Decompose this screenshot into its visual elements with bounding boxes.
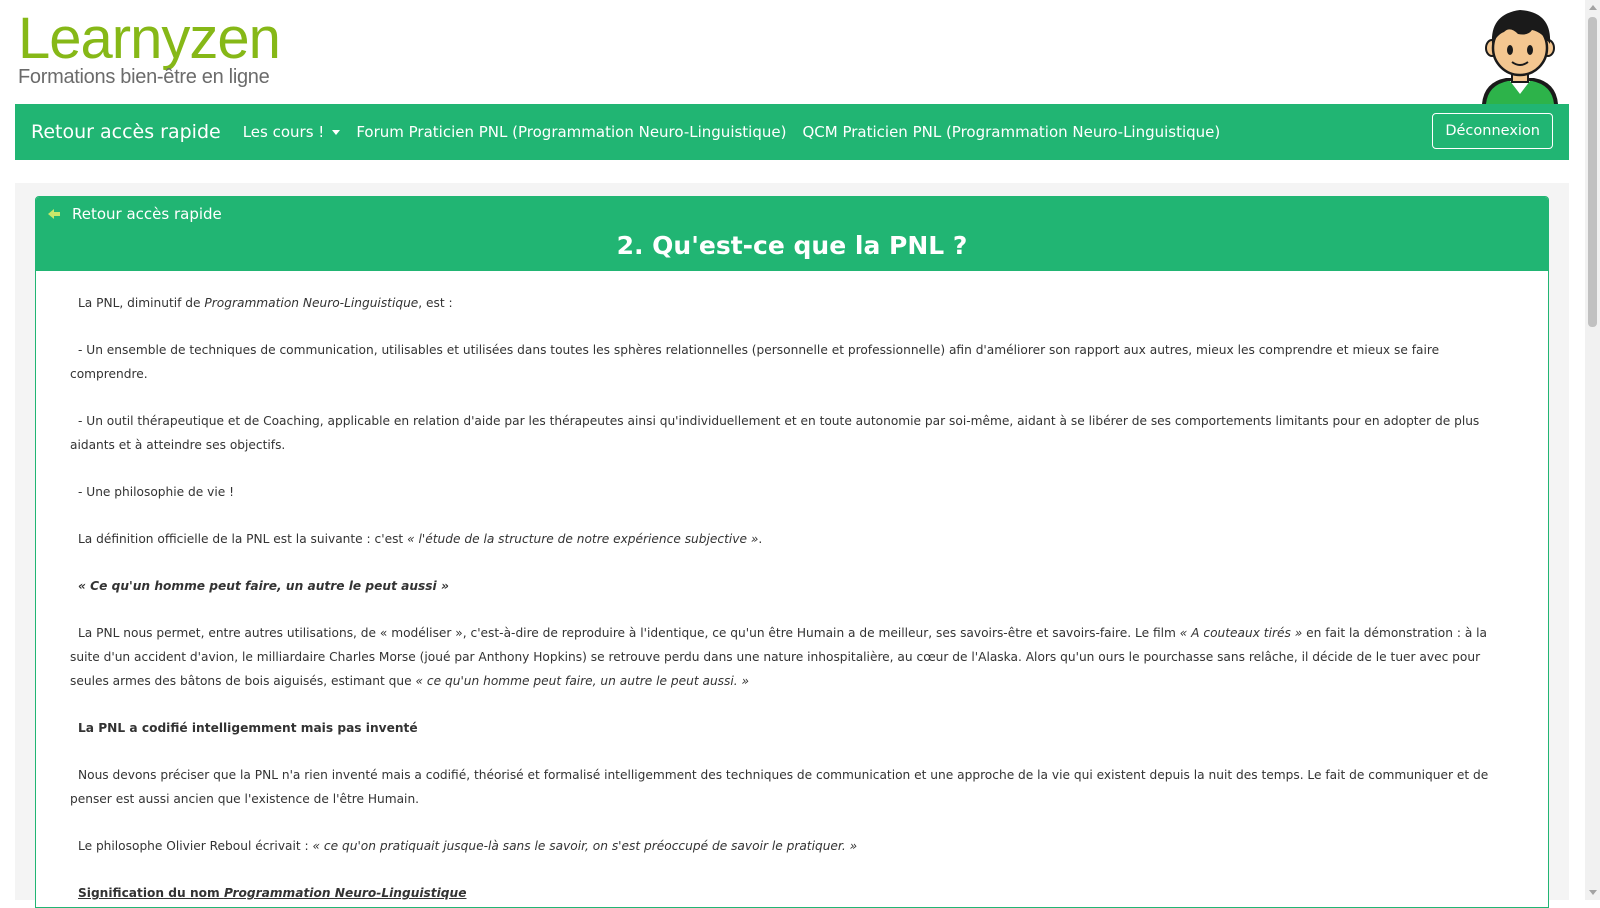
lesson-card-header (36, 197, 1548, 271)
text: La définition officielle de la PNL est la suivante : c'est (78, 532, 408, 546)
user-avatar-icon[interactable] (1470, 4, 1570, 104)
text-italic: « ce qu'on pratiquait jusque-là sans le savoir, on s'est préoccupé de savoir le pratiquer. » (312, 839, 858, 853)
paragraph (70, 621, 1514, 693)
text: en fait la démonstration : à la suite d'un accident d'avion, le milliardaire Charles Morse (joué par Anthony Hopkins) se retrouve perdu dans une nature inhospitalière, au cœur de l'Alaska. Alors qu'un ours le pourchasse sans relâche, il décide de le tuer avec pour seules armes des bâtons de bois aiguisés, estimant que (70, 626, 1488, 688)
text: Nous devons préciser que la PNL n'a rien inventé mais a codifié, théorisé et formalisé intelligemment des techniques de communication et une approche de la vie qui existent depuis la nuit des temps. Le fait de communiquer et de penser est aussi ancien que l'existence de l'être Humain. (70, 768, 1489, 806)
scroll-down-icon[interactable] (1589, 890, 1597, 895)
lesson-title: 2. Qu'est-ce que la PNL ? (616, 231, 968, 260)
back-link-label: Retour accès rapide (72, 205, 222, 223)
text: La PNL nous permet, entre autres utilisations, de « modéliser », c'est-à-dire de reproduire à l'identique, ce qu'un être Humain a de meilleur, ses savoirs-être et savoirs-faire. Le film (78, 626, 1180, 640)
navbar-brand-link[interactable]: Retour accès rapide (31, 121, 221, 143)
logout-button[interactable]: Déconnexion (1432, 113, 1553, 149)
back-arrow-icon (46, 207, 62, 221)
scroll-up-icon[interactable] (1589, 5, 1597, 10)
nav-dropdown-courses[interactable] (243, 123, 341, 141)
text: Signification du nom (78, 886, 224, 900)
paragraph (70, 574, 1514, 598)
logo-subtitle: Formations bien-être en ligne (18, 66, 270, 88)
paragraph (70, 527, 1514, 551)
paragraph (70, 480, 1514, 504)
paragraph (70, 409, 1514, 457)
text-italic: Programmation Neuro-Linguistique (223, 886, 467, 900)
lesson-card (35, 196, 1549, 908)
back-quick-access-link[interactable] (46, 205, 222, 223)
text: - Un outil thérapeutique et de Coaching, applicable en relation d'aide par les thérapeutes ainsi qu'individuellement et en toute autonomie par soi-même, aidant à se libérer de ses comportements limitants pour en adopter de plus aidants et à atteindre ses objectifs. (70, 414, 1480, 452)
text: La PNL, diminutif de (78, 296, 205, 310)
lesson-content (36, 271, 1548, 905)
logo-title: Learnyzen (18, 6, 280, 71)
text: , est : (418, 296, 453, 310)
text-italic: Programmation Neuro-Linguistique (204, 296, 419, 310)
text-italic: « l'étude de la structure de notre expérience subjective » (407, 532, 759, 546)
main-navbar (15, 104, 1569, 160)
scrollbar-thumb[interactable] (1588, 17, 1597, 327)
site-header (0, 0, 1585, 104)
text-italic: « A couteaux tirés » (1179, 626, 1303, 640)
paragraph (70, 716, 1514, 740)
text: - Une philosophie de vie ! (78, 485, 234, 499)
text: - Un ensemble de techniques de communication, utilisables et utilisées dans toutes les sphères relationnelles (personnelle et professionnelle) afin d'améliorer son rapport aux autres, mieux les comprendre et mieux se faire comprendre. (70, 343, 1440, 381)
caret-down-icon (332, 130, 340, 135)
paragraph (70, 338, 1514, 386)
page-scrollbar[interactable] (1585, 0, 1600, 900)
nav-link-forum[interactable]: Forum Praticien PNL (Programmation Neuro-Linguistique) (356, 123, 787, 141)
nav-dropdown-courses-label: Les cours ! (242, 123, 325, 141)
text-italic: « ce qu'un homme peut faire, un autre le peut aussi. » (415, 674, 750, 688)
paragraph (70, 291, 1514, 315)
section-heading-underlined (78, 886, 466, 900)
section-heading: La PNL a codifié intelligemment mais pas inventé (78, 721, 418, 735)
paragraph (70, 881, 1514, 905)
paragraph (70, 834, 1514, 858)
text: Le philosophe Olivier Reboul écrivait : (78, 839, 313, 853)
site-logo[interactable] (18, 6, 280, 89)
main-container (15, 183, 1569, 900)
nav-link-qcm[interactable]: QCM Praticien PNL (Programmation Neuro-Linguistique) (802, 123, 1221, 141)
text: . (758, 532, 763, 546)
quote-heading: « Ce qu'un homme peut faire, un autre le peut aussi » (78, 579, 449, 593)
paragraph (70, 763, 1514, 811)
